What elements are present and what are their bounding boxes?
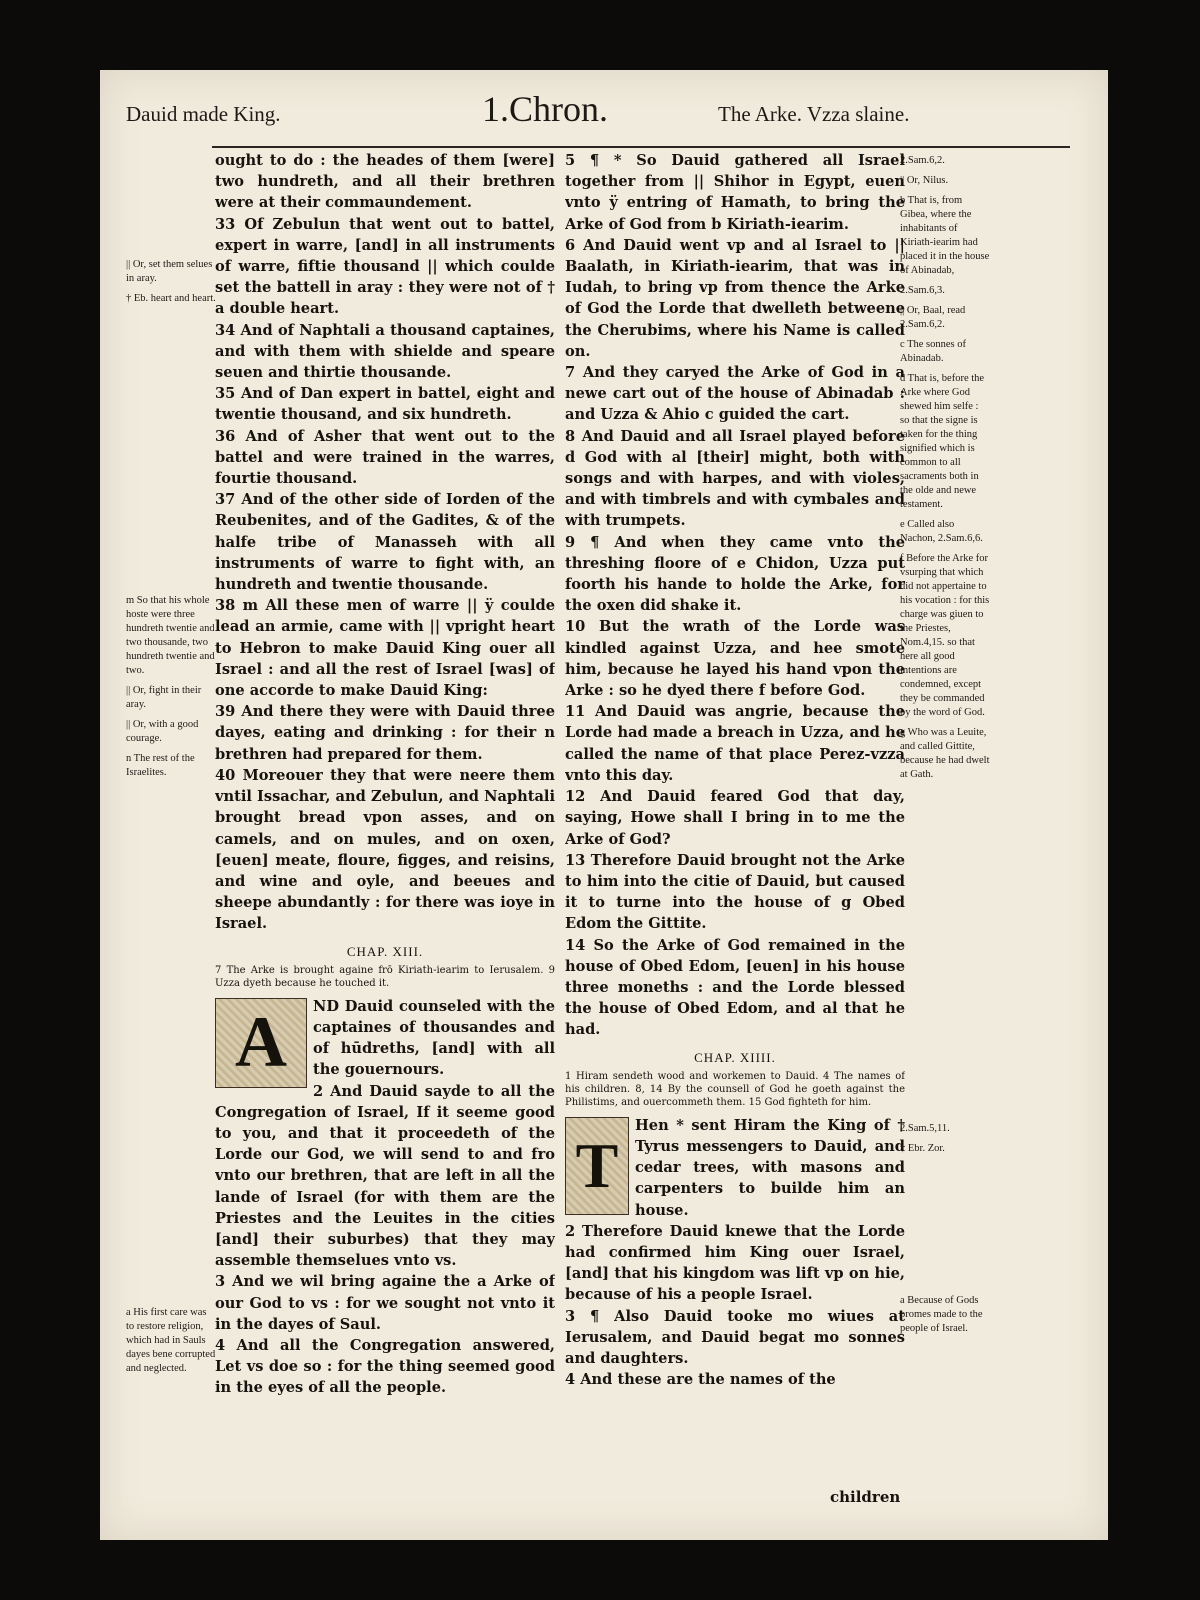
margin-notes-left-middle [126,594,216,786]
verse: 9 ¶ And when they came vnto the threshing floore of e Chidon, Uzza put foorth his hande to holde the Arke, for the oxen did shake it. [565,533,905,615]
verse: 37 And of the other side of Iorden of the Reubenites, and of the Gadites, & of the halfe tribe of Manasseh with all instruments of warre to fight with, an hundreth and twentie thousande. [215,491,555,594]
margin-note: g Who was a Leuite, and called Gittite, because he had dwelt at Gath. [900,727,990,780]
verse: 35 And of Dan expert in battel, eight and twentie thousand, and six hundreth. [215,385,555,424]
margin-notes-right-bottom [900,1294,990,1342]
chapter-heading: CHAP. XIIII. [694,1049,776,1065]
margin-note: || Or, set them selues in aray. [126,259,213,284]
verse: 34 And of Naphtali a thousand captaines, and with them with shielde and speare seuen and thirtie thousande. [215,321,555,382]
verse: 11 And Dauid was angrie, because the Lorde had made a breach in Uzza, and he called the name of that place Perez-vzza vnto this day. [565,703,905,784]
margin-note: || Or, with a good courage. [126,719,199,744]
book-title: 1.Chron. [482,89,608,129]
margin-notes-right-middle [900,1122,990,1162]
verse: 3 ¶ Also Dauid tooke mo wiues at Ierusalem, and Dauid begat mo sonnes and daughters. [565,1307,905,1367]
verse: ought to do : the heades of them [were] two hundreth, and all their brethren were at their commaundement. [215,152,555,212]
verse: ND Dauid counseled with the captaines of thousandes and of hūdreths, [and] with all the gouernours. [313,997,555,1079]
margin-notes-right-top [900,154,990,788]
running-head-right: The Arke. Vzza slaine. [718,102,910,126]
margin-note: † Eb. heart and heart. [126,293,216,304]
margin-note: m So that his whole hoste were three hundreth twentie and two thousande, two hundreth twentie and two. [126,595,215,676]
decorated-initial: T [565,1117,629,1215]
catchword: children [830,1488,901,1506]
verse: 40 Moreouer they that were neere them vntil Issachar, and Zebulun, and Naphtali brought bread vpon asses, and on camels, and on mules, and on oxen, [euen] meate, floure, figges, and reisins, and wine and oyle, and beeues and sheepe abundantly : for there was ioye in Israel. [215,766,555,933]
verse: 4 And all the Congregation answered, Let vs doe so : for the thing seemed good in the eyes of all the people. [215,1336,555,1397]
margin-notes-left-top [126,258,216,312]
margin-note: 2.Sam.5,11. [900,1123,950,1134]
margin-note: c The sonnes of Abinadab. [900,339,966,364]
verse: 14 So the Arke of God remained in the house of Obed Edom, [euen] in his house three moneths : and the Lorde blessed the house of Obed Edom, and al that he had. [565,936,905,1039]
verse: 33 Of Zebulun that went out to battel, expert in warre, [and] in all instruments of warre, fiftie thousand || which coulde set the battell in aray : they were not of † a double heart. [215,215,555,318]
verse: 2 Therefore Dauid knewe that the Lorde had confirmed him King ouer Israel, [and] that his kingdom was lift vp on hie, because of his a people Israel. [565,1222,905,1304]
text-column-left [215,150,555,1500]
verse: 38 m All these men of warre || ÿ coulde lead an armie, came with || vpright heart to Hebron to make Dauid King ouer all Israel : and all the rest of Israel [was] of one accorde to make Dauid King: [215,597,555,700]
margin-note: || Or, Nilus. [900,175,949,186]
verse: 5 ¶ * So Dauid gathered all Israel together from || Shihor in Egypt, euen vnto ÿ entring of Hamath, to bring the Arke of God from b Kiriath-iearim. [565,152,905,233]
margin-note: f Before the Arke for vsurping that which did not appertaine to his vocation : for this charge was giuen to the Priestes, Nom.4,15. so that here all good intentions are condemned, except they be commanded by the word of God. [900,553,990,718]
text-column-right [565,150,905,1500]
margin-note: || Or, fight in their aray. [126,685,202,710]
header-rule [212,146,1070,148]
decorated-initial: A [215,998,307,1088]
chapter-heading: CHAP. XIII. [346,943,424,959]
margin-note: d That is, before the Arke where God shewed him selfe : so that the signe is taken for the thing signified which is common to all sacraments both in the olde and newe testament. [900,373,985,510]
chapter-summary: 7 The Arke is brought againe frō Kiriath-iearim to Ierusalem. 9 Uzza dyeth because he touched it. [215,964,555,989]
margin-note: e Called also Nachon, 2.Sam.6,6. [900,519,983,544]
verse: 6 And Dauid went vp and al Israel to || Baalath, in Kiriath-iearim, that was in Iudah, to bring vp from thence the Arke of God the Lorde that dwelleth betweene the Cherubims, where his Name is called on. [565,236,905,360]
verse: 39 And there they were with Dauid three dayes, eating and drinking : for their n brethren had prepared for them. [215,703,555,763]
verse: 10 But the wrath of the Lorde was kindled against Uzza, and hee smote him, because he layed his hand vpon the Arke : so he dyed there f before God. [565,618,905,700]
margin-note: a Because of Gods promes made to the people of Israel. [900,1295,983,1334]
margin-note: † Ebr. Zor. [900,1143,945,1154]
margin-note: a His first care was to restore religion, which had in Sauls dayes bene corrupted and neglected. [126,1307,216,1374]
verse: 13 Therefore Dauid brought not the Arke to him into the citie of Dauid, but caused it to turne into the house of g Obed Edom the Gittite. [565,851,905,933]
running-head-left: Dauid made King. [126,102,281,126]
verse: 2 And Dauid sayde to all the Congregation of Israel, If it seeme good to you, and that it proceedeth of the Lorde our God, we will send to and fro vnto our brethren, that are left in all the lande of Israel (for with them are the Priestes and the Leuites in the cities [and] their suburbes) that they may assemble themselues vnto vs. [215,1082,555,1270]
verse: 8 And Dauid and all Israel played before d God with al [their] might, both with songs and with harpes, and with violes, and with timbrels and with cymbales and with trumpets. [565,427,905,530]
margin-note: n The rest of the Israelites. [126,753,195,778]
verse: 4 And these are the names of the [565,1371,836,1389]
margin-note: || Or, Baal, read 2.Sam.6,2. [900,305,966,330]
verse: Hen * sent Hiram the King of † Tyrus messengers to Dauid, and cedar trees, with masons and carpenters to builde him an house. [635,1116,905,1219]
verse: 36 And of Asher that went out to the battel and were trained in the warres, fourtie thousand. [215,427,555,488]
verse: 3 And we wil bring againe the a Arke of our God to vs : for we sought not vnto it in the dayes of Saul. [215,1273,555,1333]
verse: 12 And Dauid feared God that day, saying, Howe shall I bring in to me the Arke of God? [565,788,905,848]
margin-note: 2.Sam.6,2. [900,155,945,166]
margin-notes-left-bottom [126,1306,216,1382]
verse: 7 And they caryed the Arke of God in a newe cart out of the house of Abinadab : and Uzza & Ahio c guided the cart. [565,364,905,424]
margin-note: 2.Sam.6,3. [900,285,945,296]
bible-page [100,70,1108,1540]
margin-note: b That is, from Gibea, where the inhabitants of Kiriath-iearim had placed it in the house of Abinadab, [900,195,990,276]
chapter-summary: 1 Hiram sendeth wood and workemen to Dauid. 4 The names of his children. 8, 14 By the counsell of God he goeth against the Philistims, and ouercommeth them. 15 God fighteth for him. [565,1070,905,1108]
